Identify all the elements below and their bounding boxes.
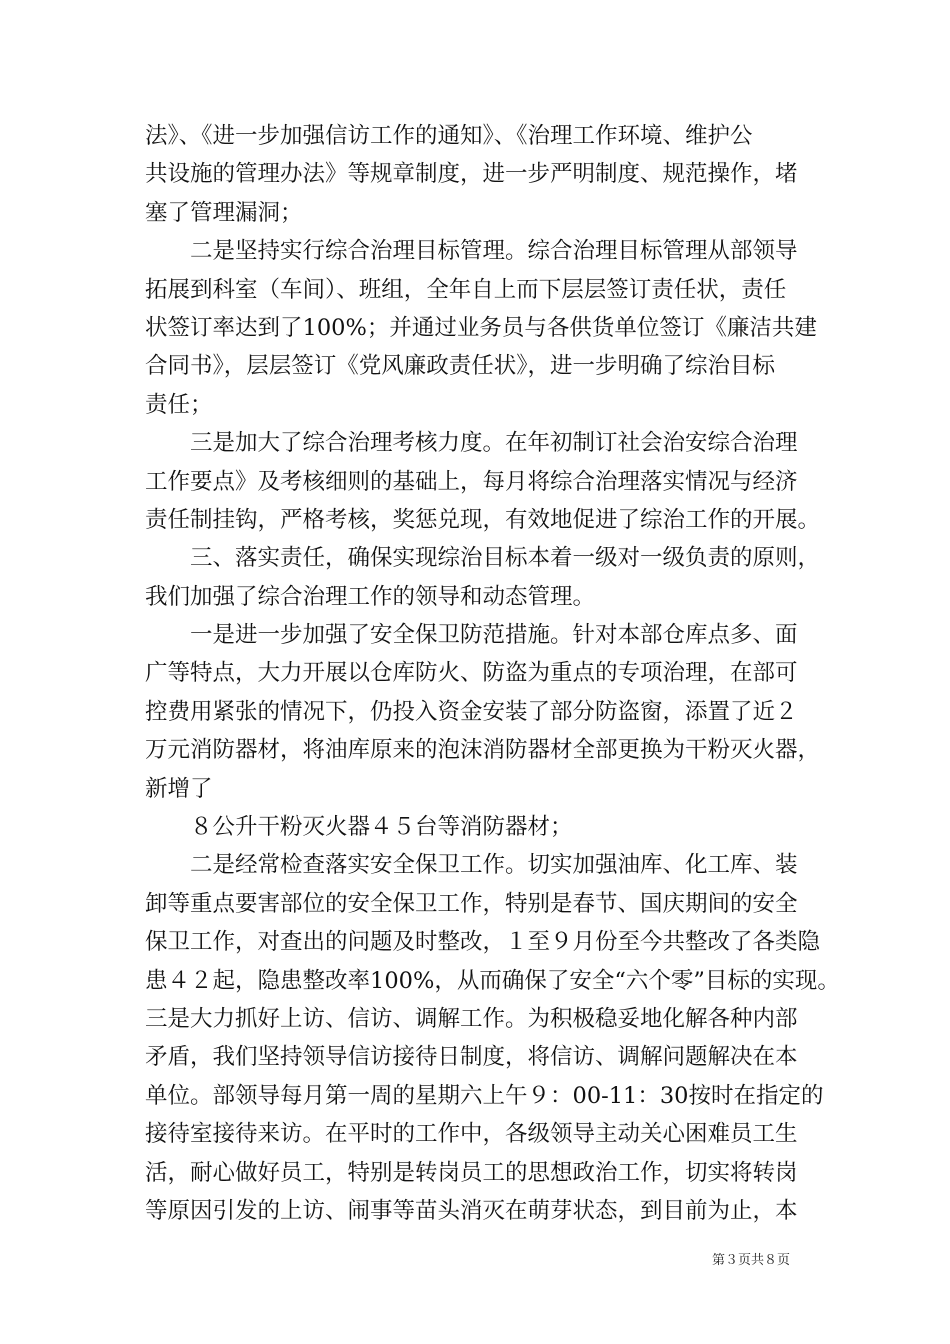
text-line-24: 三是大力抓好上访、信访、调解工作。为积极稳妥地化解各种内部: [145, 1005, 798, 1032]
text-line-13: 我们加强了综合治理工作的领导和动态管理。: [145, 583, 596, 610]
text-line-9: 三是加大了综合治理考核力度。在年初制订社会治安综合治理: [190, 430, 798, 457]
text-line-10: 工作要点》及考核细则的基础上，每月将综合治理落实情况与经济: [145, 468, 798, 495]
text-line-29: 等原因引发的上访、闹事等苗头消灭在萌芽状态，到目前为止，本: [145, 1197, 798, 1224]
text-line-23: 患４２起，隐患整改率100%，从而确保了安全“六个零”目标的实现。: [145, 967, 840, 994]
document-body: [145, 117, 840, 1230]
text-line-14: 一是进一步加强了安全保卫防范措施。针对本部仓库点多、面: [190, 622, 798, 649]
text-line-21: 卸等重点要害部位的安全保卫工作，特别是春节、国庆期间的安全: [145, 890, 798, 917]
text-line-15: 广等特点，大力开展以仓库防火、防盗为重点的专项治理，在部可: [145, 660, 798, 687]
text-line-6: 状签订率达到了100%；并通过业务员与各供货单位签订《廉洁共建: [145, 314, 817, 341]
text-line-22: 保卫工作，对查出的问题及时整改，１至９月份至今共整改了各类隐: [145, 929, 821, 956]
text-line-17: 万元消防器材，将油库原来的泡沫消防器材全部更换为干粉灭火器，: [145, 737, 821, 764]
page-number-footer: 第３页共８页: [712, 1253, 791, 1268]
text-line-28: 活，耐心做好员工，特别是转岗员工的思想政治工作，切实将转岗: [145, 1159, 798, 1186]
text-line-7: 合同书》，层层签订《党风廉政责任状》，进一步明确了综治目标: [145, 353, 776, 380]
text-line-26: 单位。部领导每月第一周的星期六上午９：00-11：30按时在指定的: [145, 1082, 824, 1109]
text-line-5: 拓展到科室（车间）、班组，全年自上而下层层签订责任状，责任: [145, 276, 787, 303]
text-line-19: ８公升干粉灭火器４５台等消防器材；: [190, 814, 573, 841]
text-line-4: 二是坚持实行综合治理目标管理。综合治理目标管理从部领导: [190, 238, 798, 265]
text-line-3: 塞了管理漏洞；: [145, 199, 303, 226]
text-line-12: 三、落实责任，确保实现综治目标本着一级对一级负责的原则，: [190, 545, 821, 572]
text-line-16: 控费用紧张的情况下，仍投入资金安装了部分防盗窗，添置了近２: [145, 698, 798, 725]
text-line-25: 矛盾，我们坚持领导信访接待日制度，将信访、调解问题解决在本: [145, 1044, 798, 1071]
text-line-18: 新增了: [145, 775, 213, 802]
text-line-2: 共设施的管理办法》等规章制度，进一步严明制度、规范操作，堵: [145, 161, 798, 188]
text-line-27: 接待室接待来访。在平时的工作中，各级领导主动关心困难员工生: [145, 1121, 798, 1148]
text-line-8: 责任；: [145, 391, 213, 418]
text-line-1: 法》、《进一步加强信访工作的通知》、《治理工作环境、维护公: [145, 123, 753, 149]
text-line-11: 责任制挂钩，严格考核，奖惩兑现，有效地促进了综治工作的开展。: [145, 506, 821, 533]
text-line-20: 二是经常检查落实安全保卫工作。切实加强油库、化工库、装: [190, 852, 798, 879]
